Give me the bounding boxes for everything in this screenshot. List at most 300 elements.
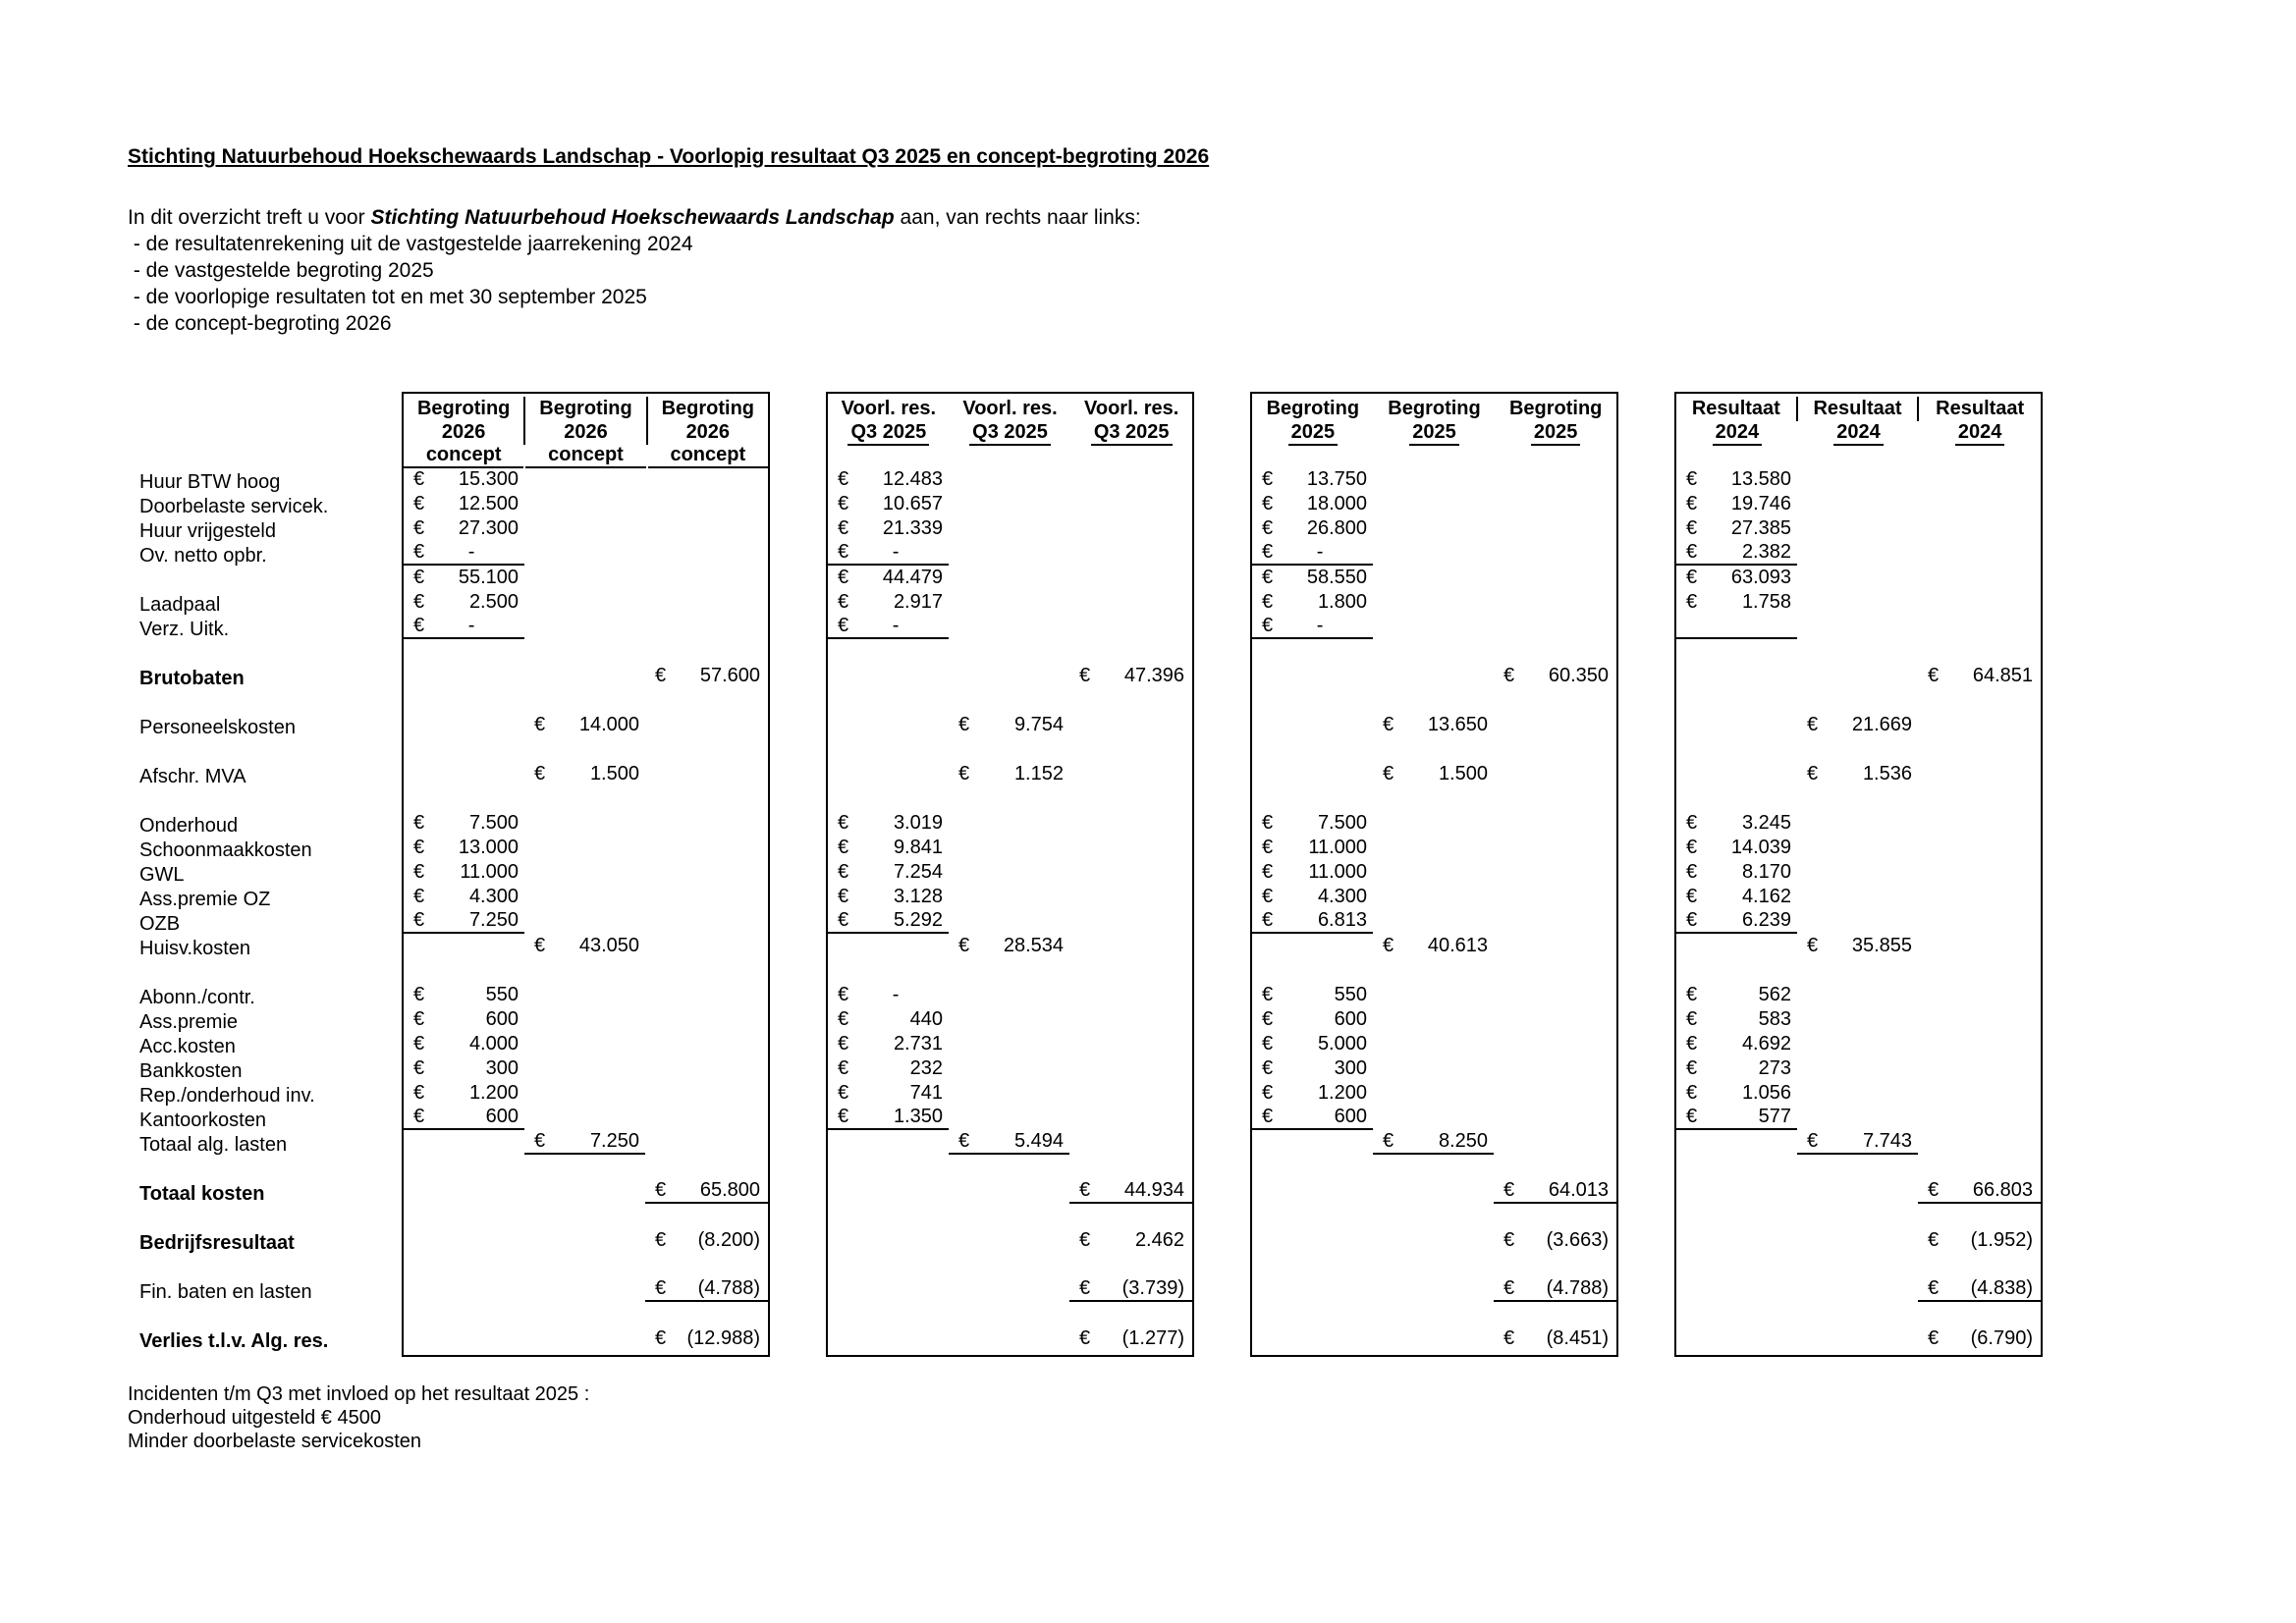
amount-value: 40.613 xyxy=(1427,935,1488,956)
column-group-begroting-2026-concept xyxy=(402,392,770,1357)
amount-cell xyxy=(1252,566,1373,590)
amount-value: 1.350 xyxy=(893,1106,943,1127)
data-row xyxy=(1676,1032,2041,1056)
amount-cell xyxy=(1069,492,1192,516)
amount-cell xyxy=(828,467,949,492)
amount-cell xyxy=(404,885,524,909)
currency-symbol: € xyxy=(1262,468,1274,490)
currency-symbol: € xyxy=(1503,1277,1515,1299)
group-data xyxy=(828,445,1192,1355)
currency-symbol: € xyxy=(1686,591,1698,613)
amount-cell xyxy=(1252,1155,1373,1179)
amount-cell xyxy=(1797,1204,1918,1228)
amount-value: 1.800 xyxy=(1317,591,1367,613)
amount-value: 13.580 xyxy=(1730,468,1791,490)
currency-symbol: € xyxy=(534,714,546,735)
data-row-spacer xyxy=(1252,1253,1616,1277)
currency-symbol: € xyxy=(838,591,849,613)
currency-symbol: € xyxy=(413,837,425,858)
data-row-spacer xyxy=(1252,639,1616,664)
page-title: Stichting Natuurbehoud Hoekschewaards Landschap - Voorlopig resultaat Q3 2025 en concept-begroting 2026 xyxy=(128,145,1210,168)
data-row-spacer xyxy=(1252,1204,1616,1228)
amount-value: 1.200 xyxy=(468,1082,519,1104)
currency-symbol: € xyxy=(1383,714,1394,735)
data-row-spacer xyxy=(1676,1155,2041,1179)
amount-cell xyxy=(1797,762,1918,786)
amount-cell xyxy=(1797,1056,1918,1081)
amount-cell xyxy=(949,615,1069,639)
group-header-cell xyxy=(1676,397,1798,445)
amount-cell xyxy=(1918,467,2041,492)
amount-cell xyxy=(1252,541,1373,566)
amount-cell xyxy=(949,541,1069,566)
amount-cell xyxy=(524,1130,645,1155)
currency-symbol: € xyxy=(1079,1179,1091,1201)
column-group-begroting-2025 xyxy=(1250,392,1618,1357)
data-row xyxy=(828,1326,1192,1351)
header-line2: Q3 2025 xyxy=(950,421,1071,446)
amount-cell xyxy=(1797,934,1918,958)
amount-cell xyxy=(1069,958,1192,983)
footnote-line: Onderhoud uitgesteld € 4500 xyxy=(128,1407,381,1429)
data-row xyxy=(828,467,1192,492)
amount-cell xyxy=(1373,566,1494,590)
amount-cell xyxy=(828,836,949,860)
data-row xyxy=(404,860,768,885)
amount-cell xyxy=(828,639,949,664)
amount-cell xyxy=(1676,762,1797,786)
amount-cell xyxy=(1797,566,1918,590)
amount-cell xyxy=(524,1277,645,1302)
amount-cell xyxy=(949,1179,1069,1204)
amount-cell xyxy=(645,688,768,713)
amount-cell xyxy=(1797,664,1918,688)
amount-cell xyxy=(1373,1179,1494,1204)
data-row xyxy=(828,934,1192,958)
data-row xyxy=(1252,566,1616,590)
amount-cell xyxy=(1494,1081,1616,1106)
amount-cell xyxy=(1918,983,2041,1007)
row-label: Schoonmaakkosten xyxy=(139,839,312,861)
amount-cell xyxy=(1676,688,1797,713)
amount-cell xyxy=(404,541,524,566)
amount-cell xyxy=(645,541,768,566)
amount-cell xyxy=(1494,1253,1616,1277)
data-row xyxy=(828,1032,1192,1056)
data-row xyxy=(1252,811,1616,836)
amount-cell xyxy=(1069,615,1192,639)
amount-cell xyxy=(949,1056,1069,1081)
amount-cell xyxy=(1494,1032,1616,1056)
amount-cell xyxy=(1373,492,1494,516)
amount-value: 28.534 xyxy=(1003,935,1064,956)
header-line1: Begroting xyxy=(416,398,511,419)
amount-cell xyxy=(645,1179,768,1204)
amount-value: 6.239 xyxy=(1741,909,1791,931)
amount-cell xyxy=(1918,1204,2041,1228)
data-row xyxy=(828,811,1192,836)
data-row xyxy=(404,516,768,541)
amount-cell xyxy=(1069,664,1192,688)
amount-cell xyxy=(404,1179,524,1204)
amount-cell xyxy=(1797,1326,1918,1351)
currency-symbol: € xyxy=(655,1327,667,1349)
amount-cell xyxy=(1252,492,1373,516)
amount-cell xyxy=(1252,737,1373,762)
row-label: Abonn./contr. xyxy=(139,987,255,1008)
currency-symbol: € xyxy=(655,1277,667,1299)
amount-cell xyxy=(828,1228,949,1253)
amount-cell xyxy=(1373,1130,1494,1155)
amount-cell xyxy=(1797,983,1918,1007)
amount-cell xyxy=(1918,1302,2041,1326)
amount-cell xyxy=(828,664,949,688)
currency-symbol: € xyxy=(1686,1033,1698,1055)
amount-cell xyxy=(404,1277,524,1302)
data-row-spacer xyxy=(1676,958,2041,983)
amount-cell xyxy=(1373,664,1494,688)
amount-value: 5.292 xyxy=(893,909,943,931)
amount-cell xyxy=(1918,836,2041,860)
amount-cell xyxy=(1069,639,1192,664)
header-line1: Voorl. res. xyxy=(962,398,1058,419)
amount-cell xyxy=(949,664,1069,688)
currency-symbol: € xyxy=(1686,1106,1698,1127)
amount-cell xyxy=(1676,516,1797,541)
amount-value: - xyxy=(467,541,475,563)
amount-cell xyxy=(949,1007,1069,1032)
amount-cell xyxy=(1373,737,1494,762)
footnote-line: Minder doorbelaste servicekosten xyxy=(128,1431,422,1452)
amount-cell xyxy=(828,934,949,958)
amount-cell xyxy=(1069,1253,1192,1277)
amount-cell xyxy=(1373,909,1494,934)
data-row xyxy=(404,541,768,566)
data-row xyxy=(1252,1081,1616,1106)
amount-value: 13.750 xyxy=(1306,468,1367,490)
amount-cell xyxy=(1494,885,1616,909)
amount-cell xyxy=(524,541,645,566)
amount-cell xyxy=(1252,639,1373,664)
amount-cell xyxy=(1494,762,1616,786)
amount-value: 27.385 xyxy=(1730,517,1791,539)
currency-symbol: € xyxy=(1686,812,1698,834)
amount-cell xyxy=(1252,1106,1373,1130)
amount-value: 3.128 xyxy=(893,886,943,907)
currency-symbol: € xyxy=(1807,935,1819,956)
footnote-line: Incidenten t/m Q3 met invloed op het resultaat 2025 : xyxy=(128,1383,590,1405)
amount-cell xyxy=(1373,1277,1494,1302)
data-row xyxy=(404,615,768,639)
amount-cell xyxy=(404,983,524,1007)
amount-cell xyxy=(1252,1007,1373,1032)
amount-cell xyxy=(1676,909,1797,934)
header-line2: 2025 xyxy=(1252,421,1374,446)
amount-cell xyxy=(1494,737,1616,762)
amount-cell xyxy=(524,639,645,664)
amount-cell xyxy=(404,516,524,541)
amount-value: (1.277) xyxy=(1121,1327,1184,1349)
amount-value: - xyxy=(892,541,900,563)
data-row xyxy=(828,1081,1192,1106)
amount-cell xyxy=(524,1081,645,1106)
currency-symbol: € xyxy=(1262,541,1274,563)
currency-symbol: € xyxy=(1262,493,1274,514)
footnotes xyxy=(128,1382,2296,1453)
amount-cell xyxy=(949,1106,1069,1130)
amount-cell xyxy=(1252,958,1373,983)
amount-cell xyxy=(1918,737,2041,762)
currency-symbol: € xyxy=(413,1082,425,1104)
amount-cell xyxy=(1252,590,1373,615)
data-row xyxy=(1252,713,1616,737)
amount-value: 9.841 xyxy=(893,837,943,858)
amount-cell xyxy=(1373,639,1494,664)
amount-value: 8.170 xyxy=(1741,861,1791,883)
amount-cell xyxy=(1373,1228,1494,1253)
amount-cell xyxy=(1676,1007,1797,1032)
amount-cell xyxy=(1069,566,1192,590)
data-row xyxy=(828,762,1192,786)
currency-symbol: € xyxy=(1807,714,1819,735)
amount-cell xyxy=(1918,639,2041,664)
amount-value: 44.479 xyxy=(882,567,943,588)
column-group-resultaat-2024 xyxy=(1674,392,2043,1357)
row-spacer xyxy=(139,691,346,716)
header-line2: 2024 xyxy=(1919,421,2041,446)
amount-cell xyxy=(1494,1302,1616,1326)
amount-cell xyxy=(1494,811,1616,836)
amount-cell xyxy=(828,688,949,713)
data-row xyxy=(404,885,768,909)
amount-cell xyxy=(524,1253,645,1277)
data-row xyxy=(828,664,1192,688)
data-row xyxy=(1676,1130,2041,1155)
amount-cell xyxy=(1069,541,1192,566)
amount-value: 64.013 xyxy=(1548,1179,1609,1201)
amount-cell xyxy=(949,688,1069,713)
amount-cell xyxy=(1494,983,1616,1007)
amount-value: - xyxy=(1316,615,1324,636)
amount-cell xyxy=(949,1204,1069,1228)
amount-value: (1.952) xyxy=(1970,1229,2033,1251)
amount-cell xyxy=(828,1277,949,1302)
currency-symbol: € xyxy=(413,541,425,563)
amount-cell xyxy=(1918,1179,2041,1204)
amount-cell xyxy=(404,860,524,885)
amount-value: 11.000 xyxy=(1308,861,1367,883)
amount-cell xyxy=(1373,983,1494,1007)
amount-cell xyxy=(1252,983,1373,1007)
amount-cell xyxy=(404,1007,524,1032)
amount-value: 4.000 xyxy=(468,1033,519,1055)
data-row xyxy=(1676,1056,2041,1081)
amount-value: 14.000 xyxy=(578,714,639,735)
amount-cell xyxy=(1252,1302,1373,1326)
amount-value: 35.855 xyxy=(1851,935,1912,956)
amount-cell xyxy=(1918,713,2041,737)
currency-symbol: € xyxy=(413,468,425,490)
amount-cell xyxy=(524,1056,645,1081)
amount-cell xyxy=(645,1081,768,1106)
amount-cell xyxy=(524,983,645,1007)
currency-symbol: € xyxy=(655,1229,667,1251)
amount-cell xyxy=(1494,713,1616,737)
amount-cell xyxy=(1069,1032,1192,1056)
amount-cell xyxy=(1797,1007,1918,1032)
amount-cell xyxy=(645,1007,768,1032)
column-group-voorl-res-q3-2025 xyxy=(826,392,1194,1357)
amount-cell xyxy=(645,860,768,885)
header-line1: Begroting xyxy=(1508,398,1603,419)
data-row xyxy=(404,1081,768,1106)
amount-cell xyxy=(1797,1106,1918,1130)
amount-cell xyxy=(1494,1155,1616,1179)
currency-symbol: € xyxy=(1686,517,1698,539)
amount-cell xyxy=(1494,566,1616,590)
amount-value: 300 xyxy=(1334,1057,1367,1079)
amount-cell xyxy=(404,762,524,786)
amount-cell xyxy=(828,713,949,737)
amount-cell xyxy=(404,664,524,688)
amount-cell xyxy=(949,1032,1069,1056)
header-line1: Voorl. res. xyxy=(841,398,936,419)
amount-cell xyxy=(1797,958,1918,983)
amount-value: 2.462 xyxy=(1134,1229,1184,1251)
currency-symbol: € xyxy=(958,763,970,784)
currency-symbol: € xyxy=(1686,1082,1698,1104)
amount-value: 19.746 xyxy=(1730,493,1791,514)
currency-symbol: € xyxy=(958,714,970,735)
data-row-spacer xyxy=(828,1204,1192,1228)
amount-cell xyxy=(645,639,768,664)
amount-cell xyxy=(404,836,524,860)
data-row xyxy=(404,1007,768,1032)
amount-cell xyxy=(1494,1277,1616,1302)
header-line1: Resultaat xyxy=(1936,398,2025,419)
amount-cell xyxy=(949,590,1069,615)
amount-value: 7.250 xyxy=(468,909,519,931)
header-line2: 2026 concept xyxy=(525,421,645,446)
amount-cell xyxy=(524,762,645,786)
amount-cell xyxy=(828,1155,949,1179)
row-spacer xyxy=(139,1158,346,1182)
data-row xyxy=(1676,836,2041,860)
amount-cell xyxy=(1373,688,1494,713)
amount-cell xyxy=(645,737,768,762)
amount-value: 3.245 xyxy=(1741,812,1791,834)
amount-cell xyxy=(828,1253,949,1277)
row-label: Kantoorkosten xyxy=(139,1109,266,1131)
amount-cell xyxy=(645,590,768,615)
currency-symbol: € xyxy=(655,1179,667,1201)
amount-cell xyxy=(828,492,949,516)
amount-cell xyxy=(645,811,768,836)
amount-cell xyxy=(1069,934,1192,958)
amount-cell xyxy=(1494,1326,1616,1351)
data-row xyxy=(404,1106,768,1130)
amount-value: - xyxy=(1316,541,1324,563)
data-row xyxy=(404,1326,768,1351)
currency-symbol: € xyxy=(413,861,425,883)
amount-cell xyxy=(645,836,768,860)
amount-value: 60.350 xyxy=(1548,665,1609,686)
amount-cell xyxy=(1252,1179,1373,1204)
amount-cell xyxy=(1797,639,1918,664)
intro-suffix: aan, van rechts naar links: xyxy=(894,206,1141,229)
amount-value: 13.650 xyxy=(1427,714,1488,735)
amount-cell xyxy=(1676,1204,1797,1228)
amount-cell xyxy=(949,516,1069,541)
amount-value: 741 xyxy=(909,1082,943,1104)
amount-cell xyxy=(1373,1106,1494,1130)
amount-value: 43.050 xyxy=(578,935,639,956)
amount-cell xyxy=(828,762,949,786)
amount-value: 600 xyxy=(485,1008,519,1030)
amount-cell xyxy=(1797,836,1918,860)
amount-cell xyxy=(1494,836,1616,860)
amount-cell xyxy=(404,811,524,836)
amount-cell xyxy=(1797,615,1918,639)
amount-value: 4.162 xyxy=(1741,886,1791,907)
currency-symbol: € xyxy=(838,886,849,907)
amount-cell xyxy=(1069,1081,1192,1106)
group-data xyxy=(1676,445,2041,1355)
amount-cell xyxy=(1797,885,1918,909)
amount-cell xyxy=(1373,1032,1494,1056)
amount-cell xyxy=(1069,1179,1192,1204)
currency-symbol: € xyxy=(1928,1327,1940,1349)
data-row xyxy=(404,713,768,737)
amount-cell xyxy=(1918,1056,2041,1081)
currency-symbol: € xyxy=(1686,1008,1698,1030)
currency-symbol: € xyxy=(838,984,849,1005)
amount-cell xyxy=(1373,860,1494,885)
amount-cell xyxy=(1373,836,1494,860)
row-label: Bedrijfsresultaat xyxy=(139,1232,295,1254)
currency-symbol: € xyxy=(1686,886,1698,907)
data-row xyxy=(404,1179,768,1204)
amount-cell xyxy=(1069,860,1192,885)
amount-value: 600 xyxy=(485,1106,519,1127)
group-data xyxy=(404,445,768,1355)
amount-cell xyxy=(645,786,768,811)
amount-cell xyxy=(1494,1228,1616,1253)
amount-cell xyxy=(949,786,1069,811)
amount-cell xyxy=(404,467,524,492)
currency-symbol: € xyxy=(838,909,849,931)
amount-cell xyxy=(645,467,768,492)
data-row-spacer xyxy=(1676,639,2041,664)
amount-value: 3.019 xyxy=(893,812,943,834)
data-row-spacer xyxy=(1676,1302,2041,1326)
group-header-cell xyxy=(1070,397,1192,445)
amount-cell xyxy=(1373,1204,1494,1228)
amount-cell xyxy=(645,1326,768,1351)
currency-symbol: € xyxy=(1262,615,1274,636)
amount-cell xyxy=(1676,639,1797,664)
amount-cell xyxy=(1676,1302,1797,1326)
amount-cell xyxy=(1494,860,1616,885)
group-header-cell xyxy=(525,397,647,465)
amount-cell xyxy=(1797,1155,1918,1179)
amount-value: (8.200) xyxy=(697,1229,760,1251)
amount-cell xyxy=(1494,934,1616,958)
currency-symbol: € xyxy=(413,984,425,1005)
amount-cell xyxy=(1676,1228,1797,1253)
financial-table xyxy=(128,392,2296,1357)
amount-cell xyxy=(524,885,645,909)
